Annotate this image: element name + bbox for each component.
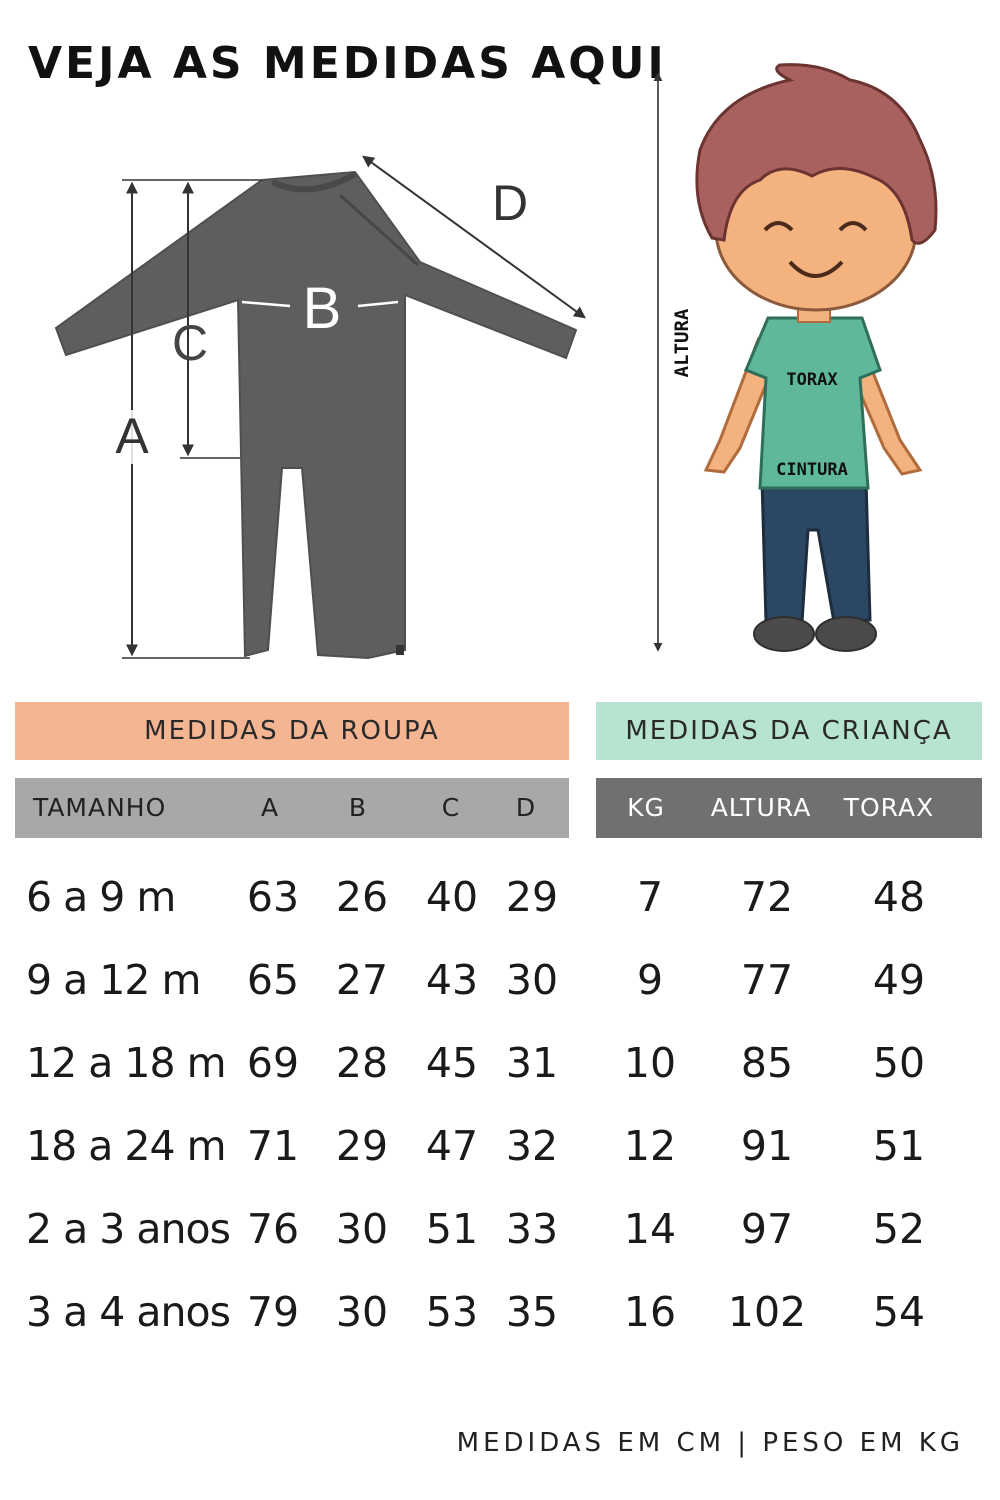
label-d: D (491, 175, 529, 231)
column-header-bar-roupa (15, 778, 569, 838)
table-row (0, 1194, 1000, 1264)
table-row (0, 1277, 1000, 1347)
cell-tamanho: 6 a 9 m (26, 873, 176, 921)
cell-b: 29 (335, 1122, 389, 1170)
cell-kg: 14 (623, 1205, 677, 1253)
cell-kg: 9 (636, 956, 664, 1004)
cell-d: 30 (505, 956, 559, 1004)
cell-torax: 52 (872, 1205, 926, 1253)
cell-altura: 85 (740, 1039, 794, 1087)
label-cintura: CINTURA (776, 460, 848, 480)
cell-altura: 102 (727, 1288, 807, 1336)
table-row (0, 1111, 1000, 1181)
cell-kg: 7 (636, 873, 664, 921)
header-medidas-crianca: MEDIDAS DA CRIANÇA (596, 702, 982, 760)
cell-kg: 12 (623, 1122, 677, 1170)
col-tamanho: TAMANHO (33, 793, 167, 822)
cell-tamanho: 3 a 4 anos (26, 1288, 230, 1336)
measurement-illustration (0, 60, 1000, 670)
cell-altura: 97 (740, 1205, 794, 1253)
cell-c: 47 (425, 1122, 479, 1170)
cell-torax: 49 (872, 956, 926, 1004)
col-kg: KG (627, 793, 665, 822)
cell-altura: 72 (740, 873, 794, 921)
cell-c: 51 (425, 1205, 479, 1253)
label-c: C (171, 315, 209, 371)
cell-tamanho: 18 a 24 m (26, 1122, 226, 1170)
cell-torax: 51 (872, 1122, 926, 1170)
cell-torax: 48 (872, 873, 926, 921)
cell-b: 28 (335, 1039, 389, 1087)
footer-note: MEDIDAS EM CM | PESO EM KG (456, 1428, 964, 1458)
header-medidas-roupa: MEDIDAS DA ROUPA (15, 702, 569, 760)
cell-c: 43 (425, 956, 479, 1004)
cell-altura: 91 (740, 1122, 794, 1170)
label-torax: TORAX (786, 370, 838, 390)
cell-a: 79 (246, 1288, 300, 1336)
label-a: A (115, 408, 149, 464)
cell-a: 63 (246, 873, 300, 921)
cell-d: 31 (505, 1039, 559, 1087)
cell-d: 33 (505, 1205, 559, 1253)
cell-a: 65 (246, 956, 300, 1004)
col-c: C (441, 793, 461, 822)
cell-b: 26 (335, 873, 389, 921)
cell-a: 76 (246, 1205, 300, 1253)
cell-c: 40 (425, 873, 479, 921)
cell-b: 27 (335, 956, 389, 1004)
cell-c: 45 (425, 1039, 479, 1087)
table-row (0, 945, 1000, 1015)
col-torax: TORAX (843, 793, 935, 822)
cell-altura: 77 (740, 956, 794, 1004)
page-title: VEJA AS MEDIDAS AQUI (28, 38, 667, 89)
cell-tamanho: 2 a 3 anos (26, 1205, 230, 1253)
table-row (0, 862, 1000, 932)
cell-d: 29 (505, 873, 559, 921)
cell-tamanho: 12 a 18 m (26, 1039, 226, 1087)
cell-a: 69 (246, 1039, 300, 1087)
cell-kg: 10 (623, 1039, 677, 1087)
cell-kg: 16 (623, 1288, 677, 1336)
cell-d: 32 (505, 1122, 559, 1170)
label-b: B (302, 276, 342, 341)
col-d: D (515, 793, 537, 822)
cell-b: 30 (335, 1288, 389, 1336)
table-row (0, 1028, 1000, 1098)
cell-torax: 54 (872, 1288, 926, 1336)
cell-c: 53 (425, 1288, 479, 1336)
label-altura: ALTURA (671, 308, 693, 378)
cell-b: 30 (335, 1205, 389, 1253)
cell-a: 71 (246, 1122, 300, 1170)
cell-tamanho: 9 a 12 m (26, 956, 201, 1004)
col-a: A (260, 793, 280, 822)
child-illustration (697, 65, 936, 651)
col-altura: ALTURA (710, 793, 812, 822)
column-header-bar-crianca (596, 778, 982, 838)
col-b: B (348, 793, 368, 822)
cell-d: 35 (505, 1288, 559, 1336)
cell-torax: 50 (872, 1039, 926, 1087)
